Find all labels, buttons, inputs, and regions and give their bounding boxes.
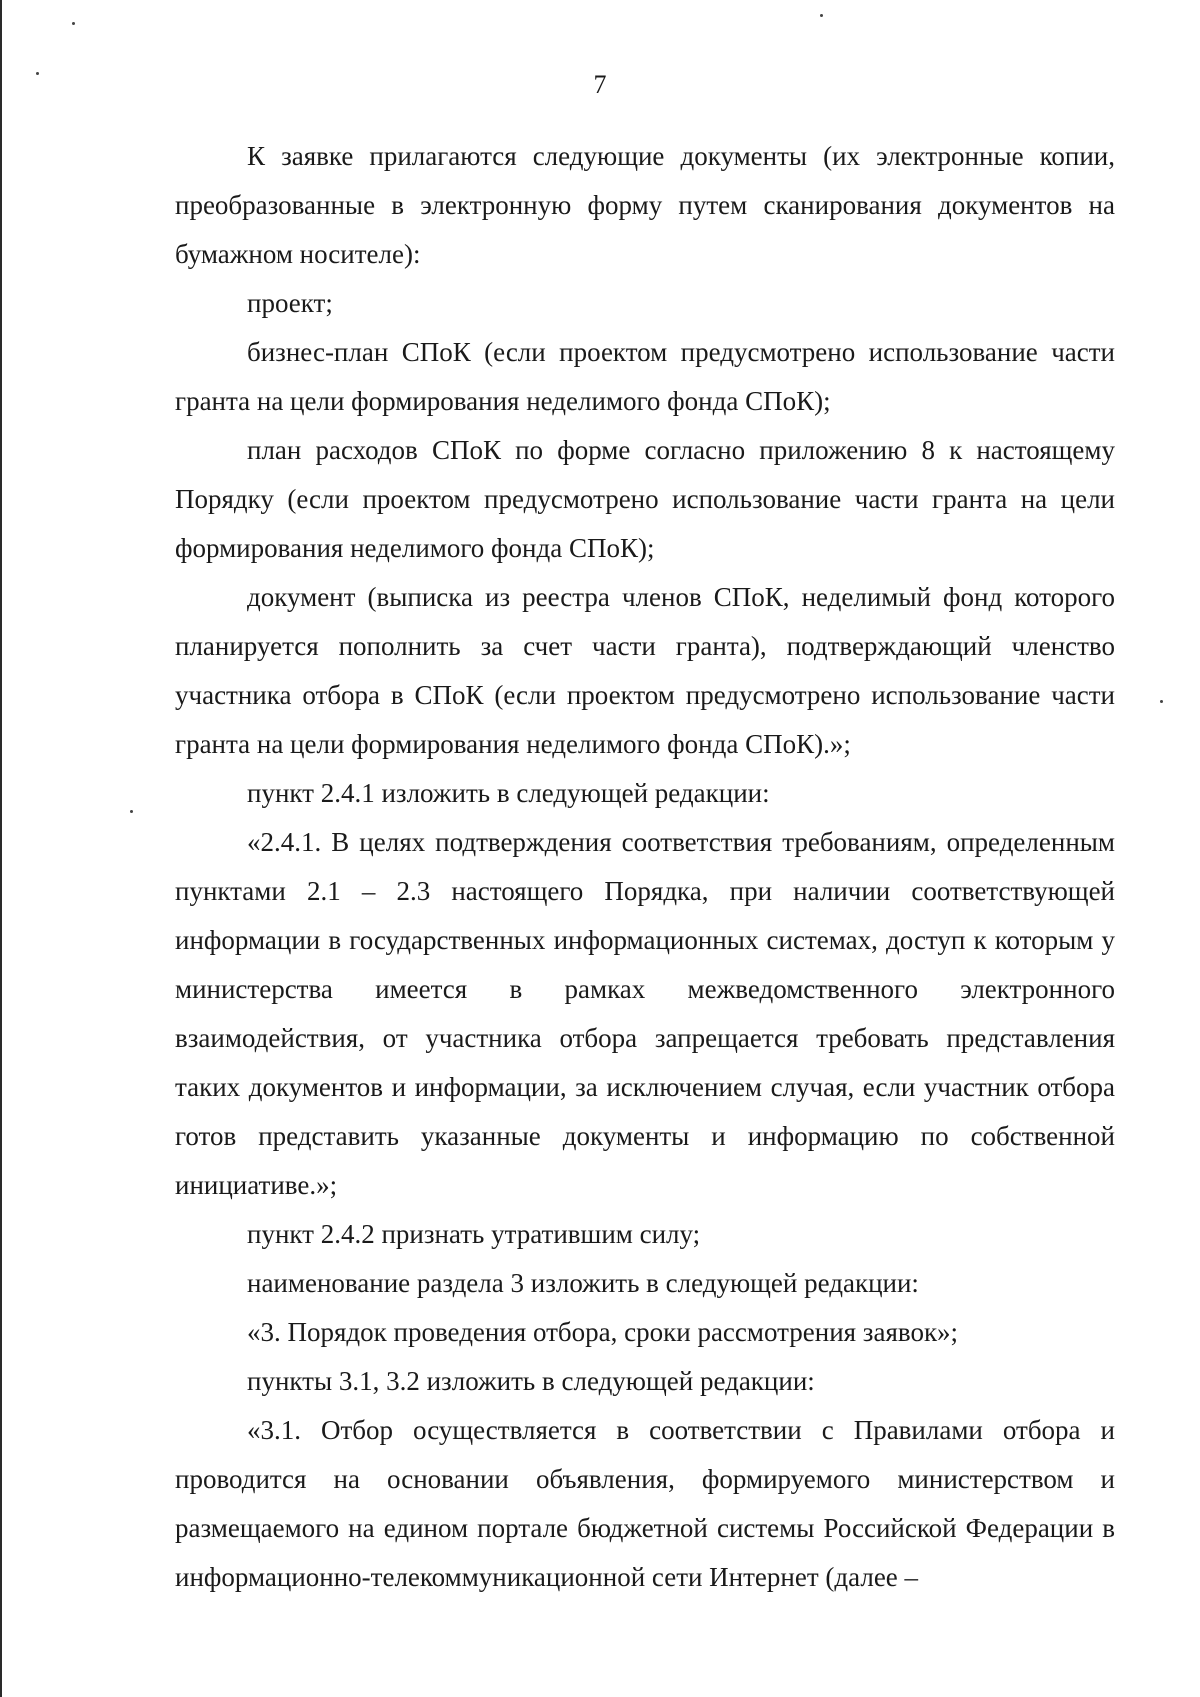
paragraph-amend-2-4-1: пункт 2.4.1 изложить в следующей редакции: bbox=[247, 778, 770, 808]
scan-speck bbox=[130, 810, 133, 813]
scan-speck bbox=[72, 22, 75, 25]
paragraph-repeal-2-4-2: пункт 2.4.2 признать утратившим силу; bbox=[247, 1219, 701, 1249]
paragraph-expense-plan: план расходов СПоК по форме согласно приложению 8 к настоящему Порядку (если проектом предусмотрено использование части гранта на цели формирования неделимого фонда СПоК); bbox=[175, 435, 1115, 563]
paragraph-clause-3-1: «3.1. Отбор осуществляется в соответствии с Правилами отбора и проводится на основании объявления, формируемого министерством и размещаемого на едином портале бюджетной системы Российской Федерации в информационно-телекоммуникационной сети Интернет (далее – bbox=[175, 1415, 1115, 1592]
paragraph-membership-document: документ (выписка из реестра членов СПоК, неделимый фонд которого планируется пополнить за счет части гранта), подтверждающий членство участника отбора в СПоК (если проектом предусмотрено использование части гранта на цели формирования неделимого фонда СПоК).»; bbox=[175, 582, 1115, 759]
scan-speck bbox=[820, 14, 823, 17]
scan-left-edge bbox=[0, 0, 2, 1697]
scan-speck bbox=[1160, 700, 1163, 703]
page-number: 7 bbox=[593, 70, 607, 99]
paragraph-attachments-intro: К заявке прилагаются следующие документы (их электронные копии, преобразованные в электронную форму путем сканирования документов на бумажном носителе): bbox=[175, 141, 1115, 269]
document-body bbox=[175, 132, 1115, 1602]
paragraph-business-plan: бизнес-план СПоК (если проектом предусмотрено использование части гранта на цели формирования неделимого фонда СПоК); bbox=[175, 337, 1115, 416]
paragraph-rename-section-3: наименование раздела 3 изложить в следующей редакции: bbox=[247, 1268, 919, 1298]
paragraph-section-3-title: «3. Порядок проведения отбора, сроки рассмотрения заявок»; bbox=[247, 1317, 959, 1347]
paragraph-clause-2-4-1: «2.4.1. В целях подтверждения соответствия требованиям, определенным пунктами 2.1 – 2.3 настоящего Порядка, при наличии соответствующей информации в государственных информационных системах, доступ к которым у министерства имеется в рамках межведомственного электронного взаимодействия, от участника отбора запрещается требовать представления таких документов и информации, за исключением случая, если участник отбора готов представить указанные документы и информацию по собственной инициативе.»; bbox=[175, 827, 1115, 1200]
paragraph-project: проект; bbox=[247, 288, 333, 318]
paragraph-amend-3-1-3-2: пункты 3.1, 3.2 изложить в следующей редакции: bbox=[247, 1366, 815, 1396]
